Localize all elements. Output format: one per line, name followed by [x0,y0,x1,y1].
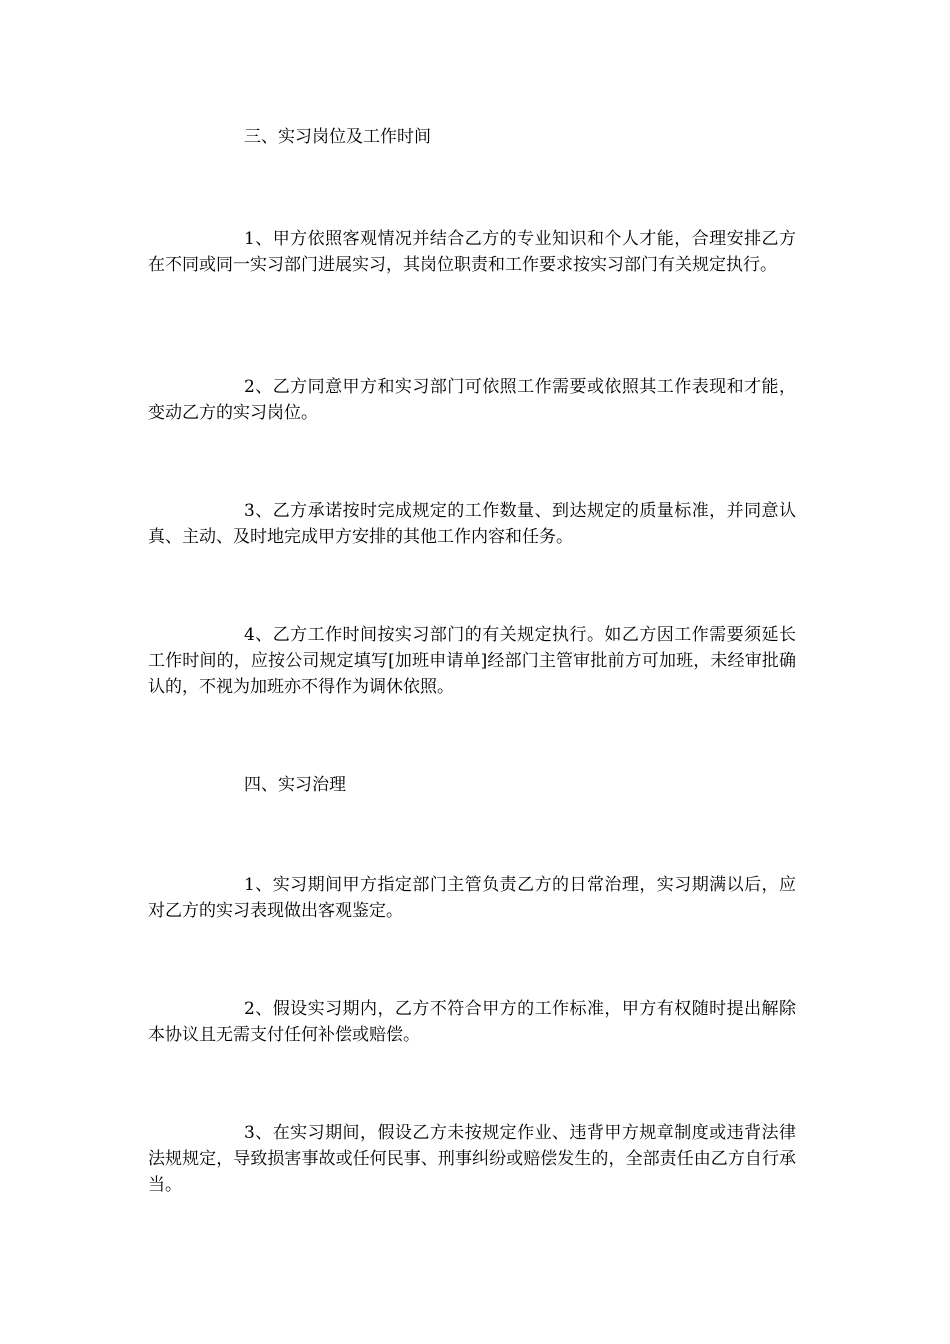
section-3-item-1: 1、甲方依照客观情况并结合乙方的专业知识和个人才能，合理安排乙方在不同或同一实习部门进展实习，其岗位职责和工作要求按实习部门有关规定执行。 [148,229,796,275]
section-3-heading: 三、实习岗位及工作时间 [244,127,431,147]
section-4-item-2: 2、假设实习期内，乙方不符合甲方的工作标准，甲方有权随时提出解除本协议且无需支付任何补偿或赔偿。 [148,999,796,1045]
section-3-item-4: 4、乙方工作时间按实习部门的有关规定执行。如乙方因工作需要须延长工作时间的，应按公司规定填写[加班申请单]经部门主管审批前方可加班，未经审批确认的，不视为加班亦不得作为调休依照。 [148,625,796,697]
section-3-item-3: 3、乙方承诺按时完成规定的工作数量、到达规定的质量标准，并同意认真、主动、及时地完成甲方安排的其他工作内容和任务。 [148,501,796,547]
section-4-item-3: 3、在实习期间，假设乙方未按规定作业、违背甲方规章制度或违背法律法规规定，导致损害事故或任何民事、刑事纠纷或赔偿发生的，全部责任由乙方自行承当。 [148,1123,796,1195]
section-4-item-1: 1、实习期间甲方指定部门主管负责乙方的日常治理，实习期满以后，应对乙方的实习表现做出客观鉴定。 [148,875,796,921]
section-3-item-2: 2、乙方同意甲方和实习部门可依照工作需要或依照其工作表现和才能，变动乙方的实习岗位。 [148,377,796,423]
section-4-heading: 四、实习治理 [244,775,346,795]
